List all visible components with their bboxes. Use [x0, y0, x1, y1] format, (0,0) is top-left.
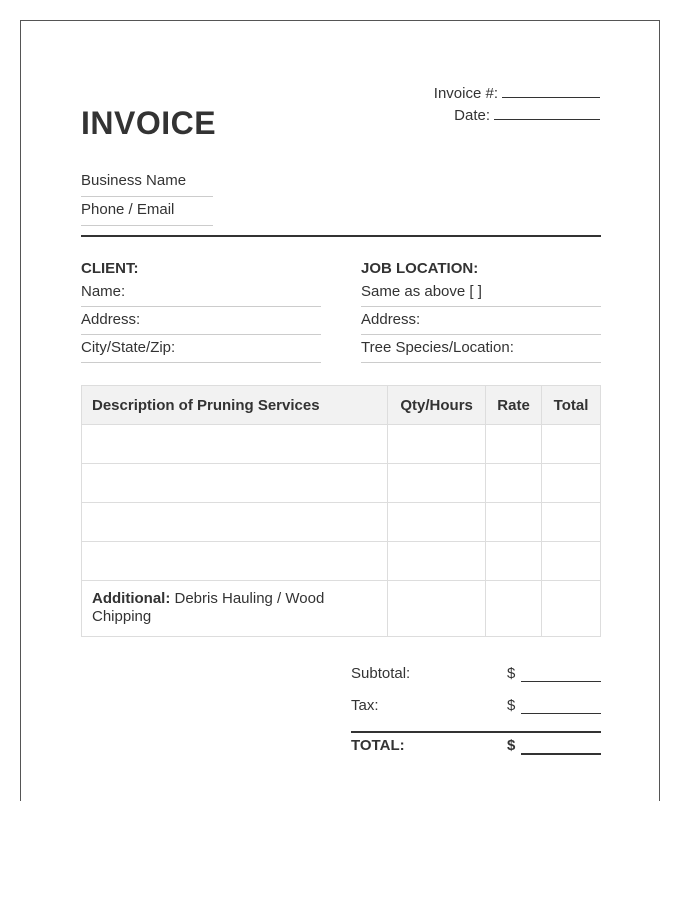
services-table — [81, 385, 601, 637]
table-header-row — [82, 386, 601, 425]
description-cell[interactable] — [82, 425, 388, 464]
invoice-number-blank[interactable] — [502, 83, 600, 98]
table-row — [82, 464, 601, 503]
date-blank[interactable] — [494, 105, 600, 120]
subtotal-amount-blank[interactable] — [521, 681, 601, 682]
subtotal-currency: $ — [507, 665, 516, 682]
qty-cell[interactable] — [388, 425, 486, 464]
business-name-field[interactable]: Business Name — [81, 169, 213, 197]
invoice-meta — [434, 83, 600, 127]
total-amount-blank[interactable] — [521, 753, 601, 755]
header-divider — [81, 235, 601, 237]
page-title: INVOICE — [81, 105, 217, 141]
description-cell[interactable] — [82, 464, 388, 503]
rate-cell[interactable] — [486, 503, 542, 542]
job-location-section — [361, 259, 601, 363]
qty-hours-column-header: Qty/Hours — [388, 386, 486, 425]
tree-species-location-field[interactable]: Tree Species/Location: — [361, 335, 601, 363]
qty-cell[interactable] — [388, 503, 486, 542]
total-column-header: Total — [542, 386, 601, 425]
client-city-state-zip-field[interactable]: City/State/Zip: — [81, 335, 321, 363]
qty-cell[interactable] — [388, 581, 486, 637]
rate-cell[interactable] — [486, 542, 542, 581]
totals-section — [351, 661, 601, 763]
additional-text: Debris Hauling / Wood Chipping — [92, 590, 325, 625]
rate-column-header: Rate — [486, 386, 542, 425]
description-column-header: Description of Pruning Services — [82, 386, 388, 425]
total-cell[interactable] — [542, 542, 601, 581]
client-heading: CLIENT: — [81, 260, 139, 277]
rate-cell[interactable] — [486, 425, 542, 464]
client-name-field[interactable]: Name: — [81, 279, 321, 307]
job-address-field[interactable]: Address: — [361, 307, 601, 335]
subtotal-label: Subtotal: — [351, 665, 411, 682]
total-label: TOTAL: — [351, 737, 405, 754]
phone-email-field[interactable]: Phone / Email — [81, 198, 213, 226]
additional-row — [82, 581, 601, 637]
qty-cell[interactable] — [388, 464, 486, 503]
total-currency: $ — [507, 737, 516, 754]
date-label: Date: — [454, 107, 490, 124]
total-cell[interactable] — [542, 425, 601, 464]
table-row — [82, 542, 601, 581]
tax-amount-blank[interactable] — [521, 713, 601, 714]
total-cell[interactable] — [542, 503, 601, 542]
subtotal-row — [351, 661, 601, 693]
additional-label: Additional: — [92, 590, 171, 607]
description-cell[interactable] — [82, 542, 388, 581]
additional-description-cell[interactable] — [82, 581, 388, 637]
total-cell[interactable] — [542, 464, 601, 503]
table-row — [82, 503, 601, 542]
business-info — [81, 169, 213, 227]
client-section — [81, 259, 321, 363]
total-cell[interactable] — [542, 581, 601, 637]
job-location-heading: JOB LOCATION: — [361, 260, 479, 277]
tax-label: Tax: — [351, 697, 379, 714]
description-cell[interactable] — [82, 503, 388, 542]
total-row — [351, 733, 601, 763]
tax-row — [351, 693, 601, 725]
rate-cell[interactable] — [486, 464, 542, 503]
invoice-number-label: Invoice #: — [433, 85, 498, 102]
rate-cell[interactable] — [486, 581, 542, 637]
tax-currency: $ — [507, 697, 516, 714]
table-row — [82, 425, 601, 464]
date-row — [434, 105, 600, 127]
invoice-number-row — [434, 83, 600, 105]
invoice-page — [20, 20, 660, 801]
client-address-field[interactable]: Address: — [81, 307, 321, 335]
same-as-above-field[interactable]: Same as above [ ] — [361, 279, 601, 307]
qty-cell[interactable] — [388, 542, 486, 581]
